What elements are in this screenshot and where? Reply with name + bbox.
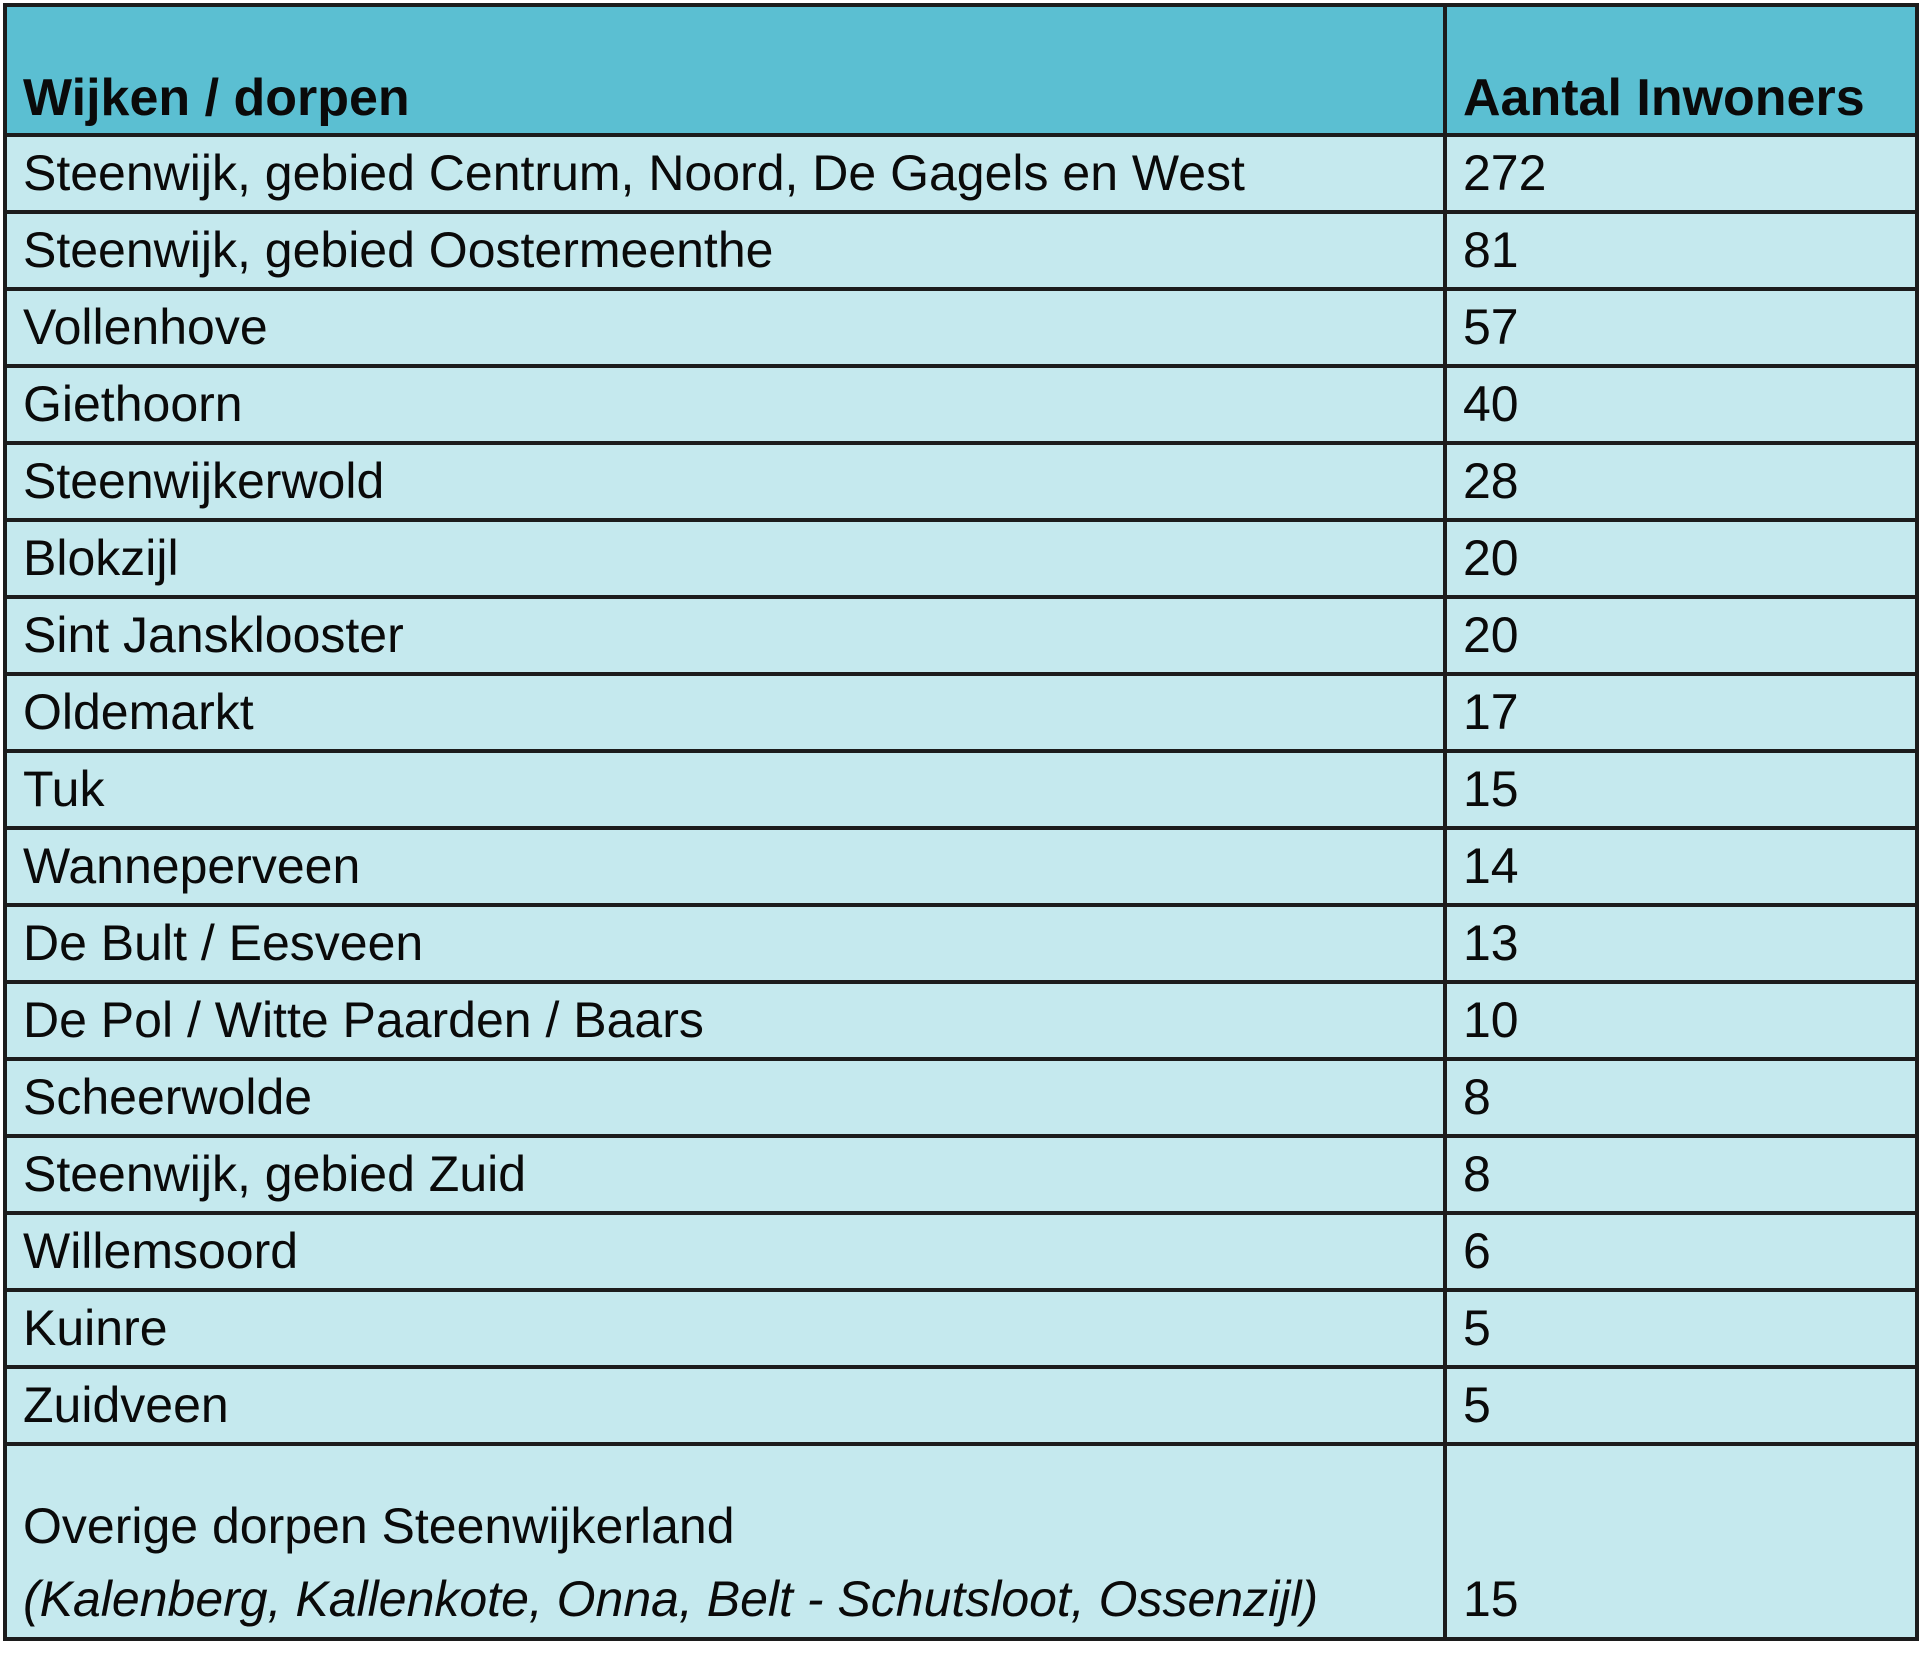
cell-name: Steenwijk, gebied Centrum, Noord, De Gagels en West — [5, 135, 1445, 212]
header-wijken-dorpen: Wijken / dorpen — [5, 5, 1445, 135]
cell-name: Tuk — [5, 751, 1445, 828]
table-row — [5, 135, 1917, 212]
table-row — [5, 1059, 1917, 1136]
cell-count: 40 — [1445, 366, 1917, 443]
table-header-row — [5, 5, 1917, 135]
table-row — [5, 212, 1917, 289]
table-row-overige — [5, 1444, 1917, 1639]
table-row — [5, 751, 1917, 828]
cell-name: Scheerwolde — [5, 1059, 1445, 1136]
cell-count: 17 — [1445, 674, 1917, 751]
cell-name: Steenwijk, gebied Zuid — [5, 1136, 1445, 1213]
cell-name: Blokzijl — [5, 520, 1445, 597]
table-row — [5, 443, 1917, 520]
cell-count: 15 — [1445, 751, 1917, 828]
overige-subtitle: (Kalenberg, Kallenkote, Onna, Belt - Schutsloot, Ossenzijl) — [23, 1571, 1319, 1627]
cell-count: 5 — [1445, 1367, 1917, 1444]
cell-count: 20 — [1445, 520, 1917, 597]
table-row — [5, 1136, 1917, 1213]
table-row — [5, 905, 1917, 982]
cell-name: Wanneperveen — [5, 828, 1445, 905]
cell-name: De Bult / Eesveen — [5, 905, 1445, 982]
table-row — [5, 1290, 1917, 1367]
cell-name: Willemsoord — [5, 1213, 1445, 1290]
cell-count: 20 — [1445, 597, 1917, 674]
table-row — [5, 828, 1917, 905]
cell-overige-name — [5, 1444, 1445, 1639]
cell-count: 6 — [1445, 1213, 1917, 1290]
cell-count: 5 — [1445, 1290, 1917, 1367]
cell-name: Zuidveen — [5, 1367, 1445, 1444]
table-row — [5, 289, 1917, 366]
cell-name: Oldemarkt — [5, 674, 1445, 751]
cell-count: 8 — [1445, 1059, 1917, 1136]
cell-count: 28 — [1445, 443, 1917, 520]
overige-title: Overige dorpen Steenwijkerland — [23, 1498, 735, 1554]
table-row — [5, 366, 1917, 443]
cell-count: 14 — [1445, 828, 1917, 905]
cell-name: Steenwijkerwold — [5, 443, 1445, 520]
table-row — [5, 674, 1917, 751]
cell-count: 57 — [1445, 289, 1917, 366]
cell-name: Vollenhove — [5, 289, 1445, 366]
cell-overige-count: 15 — [1445, 1444, 1917, 1639]
cell-count: 81 — [1445, 212, 1917, 289]
cell-count: 10 — [1445, 982, 1917, 1059]
cell-name: Sint Jansklooster — [5, 597, 1445, 674]
cell-name: Kuinre — [5, 1290, 1445, 1367]
table-row — [5, 1367, 1917, 1444]
cell-count: 272 — [1445, 135, 1917, 212]
table-row — [5, 982, 1917, 1059]
table-row — [5, 520, 1917, 597]
population-table — [3, 3, 1919, 1641]
cell-count: 8 — [1445, 1136, 1917, 1213]
cell-name: De Pol / Witte Paarden / Baars — [5, 982, 1445, 1059]
table-row — [5, 1213, 1917, 1290]
cell-name: Giethoorn — [5, 366, 1445, 443]
cell-count: 13 — [1445, 905, 1917, 982]
table-row — [5, 597, 1917, 674]
header-aantal-inwoners: Aantal Inwoners — [1445, 5, 1917, 135]
cell-name: Steenwijk, gebied Oostermeenthe — [5, 212, 1445, 289]
